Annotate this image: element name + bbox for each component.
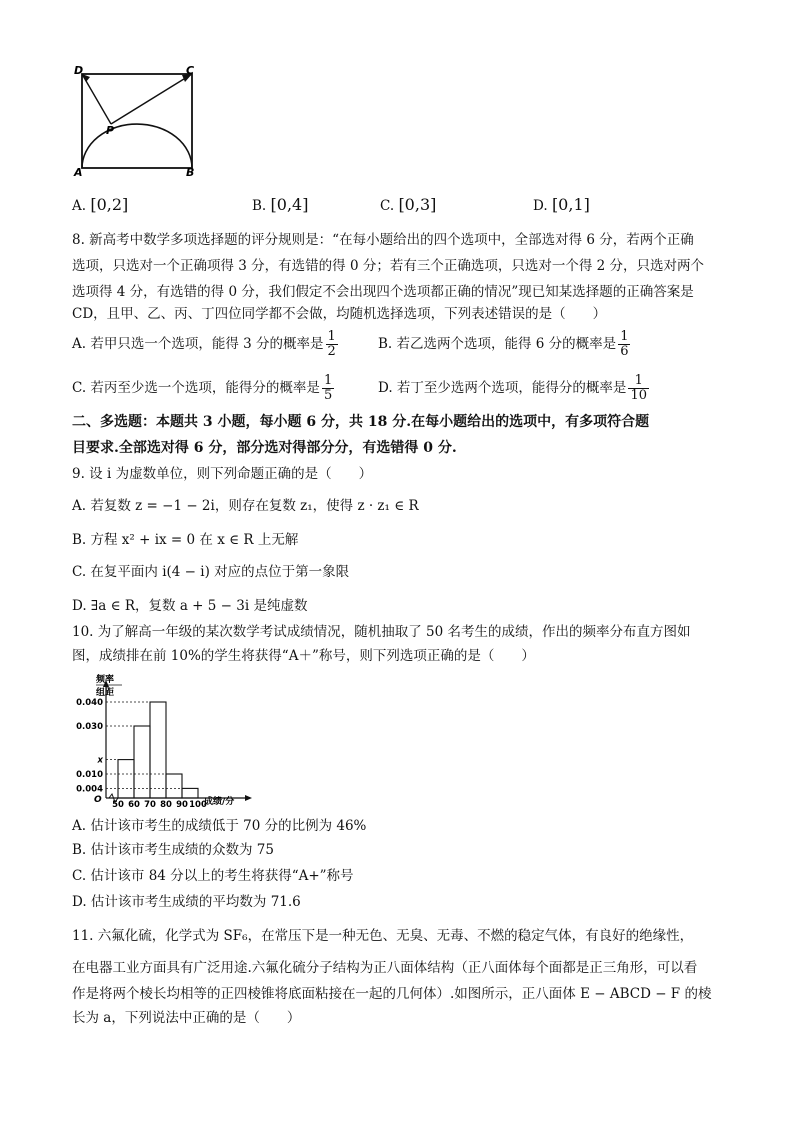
label-d: D: [74, 64, 84, 77]
q8-line-4: CD，且甲、乙、丙、丁四位同学都不会做，均随机选择选项，下列表述错误的是（ ）: [72, 306, 607, 322]
y-label-top: 频率: [96, 675, 115, 685]
q8-line-2: 选项，只选对一个正确项得 3 分，有选错的得 0 分；若有三个正确选项，只选对一个得 2 分，只选对两个: [72, 258, 705, 274]
fraction: $\frac{1}{10}$: [630, 373, 647, 403]
y-tick-label: 0.040: [76, 698, 103, 708]
q11-line-3: 作是将两个棱长均相等的正四棱锥将底面粘接在一起的几何体）.如图所示，正八面体 E − ABCD − F 的棱: [72, 986, 712, 1002]
q10-option-a: A. 估计该市考生的成绩低于 70 分的比例为 46%: [72, 818, 367, 834]
q10-line-1: 10. 为了解高一年级的某次数学考试成绩情况，随机抽取了 50 名考生的成绩，作出的频率分布直方图如: [72, 624, 691, 640]
arrow-head-d: [82, 74, 90, 82]
y-tick-label: 0.004: [76, 784, 103, 795]
q11-line-1: 11. 六氟化硫，化学式为 SF₆，在常压下是一种无色、无臭、无毒、不燃的稳定气体，有良好的绝缘性，: [72, 928, 694, 944]
origin-label: O: [94, 795, 102, 805]
x-tick-label: 50: [112, 800, 124, 810]
y-tick-label: x: [97, 755, 103, 766]
x-tick-label: 90: [176, 800, 188, 810]
frequency-histogram: [72, 672, 262, 810]
histogram-bar: [134, 726, 150, 798]
q7-option-c: C. [0,3]: [380, 195, 437, 214]
q10-option-d: D. 估计该市考生成绩的平均数为 71.6: [72, 894, 301, 910]
y-tick-label: 0.030: [76, 722, 103, 732]
q8-option-d: D. 若丁至少选两个选项，能得分的概率是 $\frac{1}{10}$: [378, 373, 647, 403]
q9-option-c: C. 在复平面内 i(4 − i) 对应的点位于第一象限: [72, 564, 350, 580]
q7-option-d: D. [0,1]: [533, 195, 590, 214]
q8-option-b: B. 若乙选两个选项，能得 6 分的概率是 $\frac{1}{6}$: [378, 329, 629, 359]
label-a: A: [74, 166, 83, 179]
q9-stem: 9. 设 i 为虚数单位，则下列命题正确的是（ ）: [72, 466, 373, 482]
square-outline: [82, 74, 192, 168]
label-c: C: [186, 64, 195, 77]
geometry-figure: [72, 62, 202, 180]
section-2-heading-line-1: 二、多选题：本题共 3 小题，每小题 6 分，共 18 分.在每小题给出的选项中，有多项符合题: [72, 414, 650, 430]
histogram-bar: [150, 702, 166, 798]
x-tick-label: 80: [160, 800, 172, 810]
q11-line-4: 长为 a，下列说法中正确的是（ ）: [72, 1010, 301, 1026]
q8-line-3: 选项得 4 分，有选错的得 0 分，我们假定不会出现四个选项都正确的情况”现已知某选择题的正确答案是: [72, 284, 694, 300]
y-label-bottom: 组距: [96, 688, 115, 698]
fraction: $\frac{1}{5}$: [323, 373, 333, 403]
q11-line-2: 在电器工业方面具有广泛用途.六氟化硫分子结构为正八面体结构（正八面体每个面都是正三角形，可以看: [72, 960, 698, 976]
histogram-bar: [118, 760, 134, 798]
label-p: P: [106, 124, 115, 137]
x-tick-label: 70: [144, 800, 156, 810]
x-axis-label: 成绩/分: [204, 797, 235, 807]
q9-option-b: B. 方程 x² + ix = 0 在 x ∈ R 上无解: [72, 532, 299, 548]
q10-line-2: 图，成绩排在前 10%的学生将获得“A＋”称号，则下列选项正确的是（ ）: [72, 648, 535, 664]
q10-option-c: C. 估计该市 84 分以上的考生将获得“A+”称号: [72, 868, 354, 884]
q8-option-c: C. 若丙至少选一个选项，能得分的概率是 $\frac{1}{5}$: [72, 373, 333, 403]
segment-cp: [111, 74, 192, 124]
fraction: $\frac{1}{2}$: [327, 329, 336, 359]
histogram-bar: [166, 774, 182, 798]
section-2-heading-line-2: 目要求.全部选对得 6 分，部分选对得部分分，有选错得 0 分.: [72, 440, 457, 456]
q8-line-1: 8. 新高考中数学多项选择题的评分规则是：“在每小题给出的四个选项中，全部选对得 6 分，若两个正确: [72, 232, 694, 248]
y-tick-label: 0.010: [76, 770, 103, 780]
x-tick-label: 60: [128, 800, 140, 810]
histogram-bar: [182, 788, 198, 798]
q7-option-b: B. [0,4]: [252, 195, 309, 214]
x-tick-label: 100: [189, 800, 207, 810]
fraction: $\frac{1}{6}$: [620, 329, 629, 359]
q9-option-d: D. ∃a ∈ R，复数 a + 5 − 3i 是纯虚数: [72, 598, 308, 614]
label-b: B: [186, 166, 195, 179]
x-axis-arrow: [245, 795, 252, 801]
semicircle-arc: [82, 124, 192, 168]
q8-option-a: A. 若甲只选一个选项，能得 3 分的概率是 $\frac{1}{2}$: [72, 329, 336, 359]
q10-option-b: B. 估计该市考生成绩的众数为 75: [72, 842, 274, 858]
q9-option-a: A. 若复数 z = −1 − 2i，则存在复数 z₁，使得 z · z₁ ∈ R: [72, 498, 419, 514]
q7-option-a: A. [0,2]: [72, 195, 129, 214]
